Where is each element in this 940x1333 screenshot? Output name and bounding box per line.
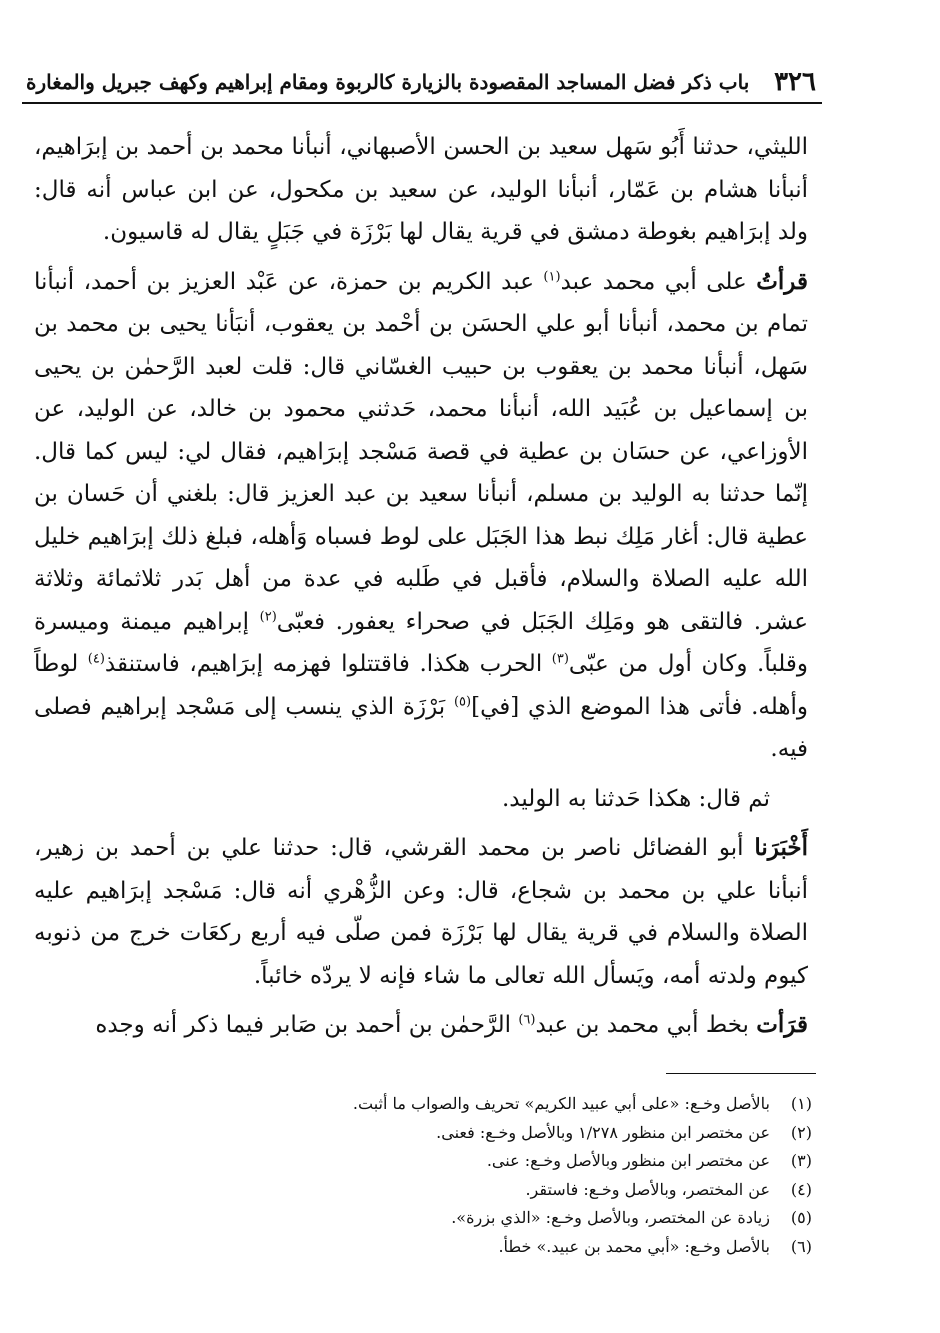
page-header bbox=[22, 62, 822, 104]
footnote-item bbox=[120, 1176, 812, 1205]
footnote-text: بالأصل وخـع: «على أبي عبيد الكريم» تحريف والصواب ما أثبت. bbox=[352, 1094, 770, 1113]
paragraph-text: أبو الفضائل ناصر بن محمد القرشي، قال: حدثنا علي بن أحمد بن زهير، أنبأنا علي بن محمد بن شجاع، قال: وعن الزُّهْري أنه قال: مَسْجد إبرَاهيم عليه الصلاة والسلام في قرية يقال لها بَرْزَة فمن صلّى فيه أربع ركعَات خرج من ذنوبه كيوم ولدته أمه، ويَسأل الله تعالى ما شاء فإنه لا يردّه خائباً. bbox=[34, 835, 808, 989]
footnote-text: عن مختصر ابن منظور وبالأصل وخـع: عنى. bbox=[486, 1151, 770, 1170]
paragraph-text: لوطاً وأهله. فأتى هذا الموضع الذي [في] bbox=[34, 651, 808, 720]
footnote-text: بالأصل وخـع: «أبي محمد بن عبيد.» خطأ. bbox=[498, 1236, 770, 1256]
paragraph-text: على أبي محمد عبد bbox=[560, 268, 757, 295]
footnote-marker[interactable]: (٤) bbox=[87, 651, 105, 667]
footnote-item bbox=[120, 1119, 812, 1148]
paragraph bbox=[34, 827, 808, 997]
paragraph bbox=[34, 778, 808, 821]
footnote-marker[interactable]: (٢) bbox=[259, 608, 277, 624]
paragraph-text: الليثي، حدثنا أَبُو سَهل سعيد بن الحسن الأصبهاني، أنبأنا محمد بن أحمد بن إبرَاهيم، أنبأنا هشام بن عَمّار، أنبأنا الوليد، عن سعيد بن مكحول، عن ابن عباس أنه قال: ولد إبرَاهيم بغوطة دمشق في قرية يقال لها بَرْزَة في جَبَلٍ يقال له قاسيون. bbox=[34, 134, 808, 245]
page-number: ٣٢٦ bbox=[774, 67, 816, 97]
footnote-marker[interactable]: (٣) bbox=[551, 651, 569, 667]
paragraph-lead-word: قرَأت bbox=[756, 1011, 808, 1038]
footnote-item bbox=[120, 1090, 812, 1119]
paragraph-text: بَرْزَة الذي ينسب إلى مَسْجد إبراهيم فصلى فيه. bbox=[34, 693, 808, 762]
paragraph-text: إبراهيم ميمنة وميسرة وقلباً. وكان أول من عبّى bbox=[34, 608, 809, 677]
footnote-item bbox=[120, 1233, 812, 1262]
footnote-marker[interactable]: (١) bbox=[543, 268, 561, 284]
footnote-number: (١) bbox=[790, 1094, 812, 1113]
footnote-item bbox=[120, 1204, 812, 1233]
running-title: باب ذكر فضل المساجد المقصودة بالزيارة كالربوة ومقام إبراهيم وكهف جبريل والمغارة bbox=[26, 70, 750, 94]
paragraph bbox=[34, 126, 808, 254]
paragraph-text: ثم قال: هكذا حَدثنا به الوليد. bbox=[501, 785, 770, 812]
paragraph-text: عبد الكريم بن حمزة، عن عَبْد العزيز بن أحمد، أنبأنا تمام بن محمد، أنبأنا أبو علي الحسَن بن أحْمد بن يعقوب، أنبَأنا يحيى بن محمد بن سَهل، أنبأنا محمد بن يعقوب بن حبيب الغسّاني قال: قلت لعبد الرَّحمٰن بن يحيى بن إسماعيل بن عُبَيد الله، أنبأنا محمد، حَدثني محمود بن خالد، عن الوليد، عن الأوزاعي، عن حسَان بن عطية في قصة مَسْجد إبرَاهيم، فقال لي: ليس كما قال. إنّما حدثنا به الوليد بن مسلم، أنبأنا سعيد بن عبد العزيز قال: بلغني أن حَسان بن عطية قال: أغار مَلِك نبط هذا الجَبَل على لوط فسباه وَأهله، فبلغ ذلك إبرَاهيم خليل الله عليه الصلاة والسلام، فأقبل في طَلبه في عدة من أهل بَدر ثلاثمائة وثلاثة عشر. فالتقى هو ومَلِك الجَبَل في صحراء يعفور. فعبّى bbox=[34, 268, 808, 635]
footnotes bbox=[120, 1090, 812, 1261]
footnote-item bbox=[120, 1147, 812, 1176]
paragraph-lead-word: أَخْبَرَنا bbox=[754, 834, 808, 861]
paragraph-text: الحرب هكذا. فاقتتلوا فهزمه إبرَاهيم، فاستنقذ bbox=[104, 651, 552, 677]
body-text bbox=[34, 126, 808, 1054]
footnote-text: زيادة عن المختصر، وبالأصل وخـع: «الذي بزرة». bbox=[451, 1208, 770, 1227]
footnote-number: (٤) bbox=[790, 1179, 812, 1199]
paragraph-lead-word: قرأتُ bbox=[756, 267, 808, 295]
footnote-text: عن المختصر، وبالأصل وخـع: فاستقر. bbox=[525, 1179, 770, 1199]
footnote-number: (٢) bbox=[790, 1122, 812, 1142]
paragraph bbox=[34, 261, 808, 771]
footnote-marker[interactable]: (٥) bbox=[453, 693, 472, 709]
footnote-number: (٣) bbox=[790, 1151, 812, 1170]
footnote-number: (٥) bbox=[790, 1208, 812, 1227]
footnote-separator bbox=[666, 1073, 816, 1074]
paragraph-text: الرَّحمٰن بن أحمد بن صَابر فيما ذكر أنه وجده bbox=[95, 1012, 519, 1038]
footnote-marker[interactable]: (٦) bbox=[518, 1012, 536, 1028]
paragraph-text: بخط أبي محمد بن عبد bbox=[535, 1012, 757, 1038]
footnote-text: عن مختصر ابن منظور ١/٢٧٨ وبالأصل وخـع: فعنى. bbox=[436, 1122, 770, 1142]
paragraph bbox=[34, 1004, 808, 1047]
footnote-number: (٦) bbox=[790, 1236, 812, 1256]
